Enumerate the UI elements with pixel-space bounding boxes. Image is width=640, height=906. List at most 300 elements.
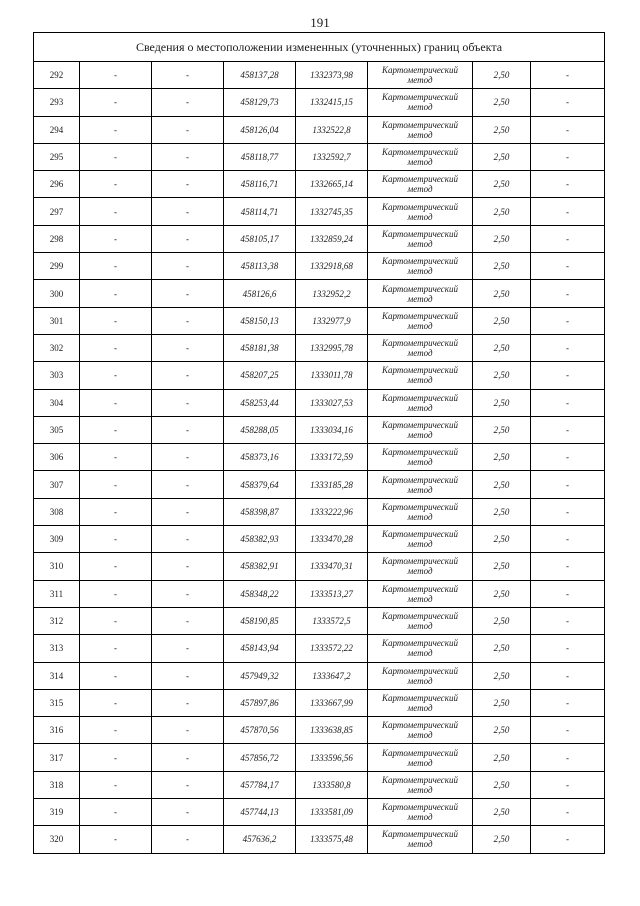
table-row: [34, 607, 605, 634]
method-cell: [368, 717, 473, 744]
table-row: [34, 717, 605, 744]
x-coordinate-cell: 458379,64: [224, 471, 296, 498]
table-row: [34, 553, 605, 580]
column-9-cell: -: [531, 580, 605, 607]
y-coordinate-cell: 1332918,68: [296, 253, 368, 280]
column-3-cell: -: [152, 553, 224, 580]
point-number-cell: 297: [34, 198, 80, 225]
point-number-cell: 306: [34, 444, 80, 471]
accuracy-cell: 2,50: [473, 498, 531, 525]
method-line-2: метод: [407, 293, 433, 304]
column-3-cell: -: [152, 580, 224, 607]
method-cell: [368, 689, 473, 716]
x-coordinate-cell: 458253,44: [224, 389, 296, 416]
column-9-cell: -: [531, 362, 605, 389]
accuracy-cell: 2,50: [473, 89, 531, 116]
column-2-cell: -: [80, 389, 152, 416]
x-coordinate-cell: 458113,38: [224, 253, 296, 280]
boundary-coordinates-table: [33, 32, 605, 854]
y-coordinate-cell: 1333667,99: [296, 689, 368, 716]
x-coordinate-cell: 457949,32: [224, 662, 296, 689]
accuracy-cell: 2,50: [473, 280, 531, 307]
method-line-2: метод: [407, 757, 433, 768]
x-coordinate-cell: 458116,71: [224, 171, 296, 198]
method-line-2: метод: [407, 238, 433, 249]
method-cell: [368, 280, 473, 307]
method-line-1: Картометрический: [381, 747, 458, 758]
method-cell: [368, 362, 473, 389]
column-2-cell: -: [80, 280, 152, 307]
column-9-cell: -: [531, 526, 605, 553]
column-2-cell: -: [80, 471, 152, 498]
method-line-1: Картометрический: [381, 256, 458, 267]
method-cell: [368, 744, 473, 771]
point-number-cell: 303: [34, 362, 80, 389]
method-line-2: метод: [407, 184, 433, 195]
y-coordinate-cell: 1333596,56: [296, 744, 368, 771]
method-line-2: метод: [407, 484, 433, 495]
x-coordinate-cell: 458129,73: [224, 89, 296, 116]
y-coordinate-cell: 1333185,28: [296, 471, 368, 498]
method-line-2: метод: [407, 648, 433, 659]
x-coordinate-cell: 458105,17: [224, 225, 296, 252]
accuracy-cell: 2,50: [473, 198, 531, 225]
point-number-cell: 300: [34, 280, 80, 307]
y-coordinate-cell: 1332522,8: [296, 116, 368, 143]
table-row: [34, 362, 605, 389]
method-cell: [368, 198, 473, 225]
method-line-1: Картометрический: [381, 802, 458, 813]
column-9-cell: -: [531, 198, 605, 225]
y-coordinate-cell: 1333011,78: [296, 362, 368, 389]
table-row: [34, 280, 605, 307]
column-3-cell: -: [152, 62, 224, 89]
method-line-1: Картометрический: [381, 174, 458, 185]
method-line-1: Картометрический: [381, 638, 458, 649]
method-line-2: метод: [407, 266, 433, 277]
x-coordinate-cell: 458207,25: [224, 362, 296, 389]
y-coordinate-cell: 1332859,24: [296, 225, 368, 252]
column-3-cell: -: [152, 253, 224, 280]
method-cell: [368, 307, 473, 334]
x-coordinate-cell: 457784,17: [224, 771, 296, 798]
table-row: [34, 744, 605, 771]
column-2-cell: -: [80, 225, 152, 252]
column-3-cell: -: [152, 143, 224, 170]
table-row: [34, 799, 605, 826]
column-2-cell: -: [80, 198, 152, 225]
point-number-cell: 302: [34, 334, 80, 361]
table-row: [34, 471, 605, 498]
method-cell: [368, 607, 473, 634]
accuracy-cell: 2,50: [473, 307, 531, 334]
y-coordinate-cell: 1332665,14: [296, 171, 368, 198]
accuracy-cell: 2,50: [473, 826, 531, 853]
method-line-2: метод: [407, 812, 433, 823]
table-row: [34, 307, 605, 334]
table-row: [34, 416, 605, 443]
accuracy-cell: 2,50: [473, 635, 531, 662]
column-3-cell: -: [152, 171, 224, 198]
method-line-1: Картометрический: [381, 310, 458, 321]
y-coordinate-cell: 1333572,5: [296, 607, 368, 634]
x-coordinate-cell: 458126,6: [224, 280, 296, 307]
column-3-cell: -: [152, 607, 224, 634]
table-row: [34, 580, 605, 607]
column-2-cell: -: [80, 607, 152, 634]
method-cell: [368, 225, 473, 252]
x-coordinate-cell: 458118,77: [224, 143, 296, 170]
accuracy-cell: 2,50: [473, 225, 531, 252]
y-coordinate-cell: 1333172,59: [296, 444, 368, 471]
method-line-2: метод: [407, 375, 433, 386]
point-number-cell: 293: [34, 89, 80, 116]
column-2-cell: -: [80, 526, 152, 553]
y-coordinate-cell: 1332415,15: [296, 89, 368, 116]
column-9-cell: -: [531, 717, 605, 744]
column-3-cell: -: [152, 116, 224, 143]
method-cell: [368, 471, 473, 498]
column-3-cell: -: [152, 799, 224, 826]
method-line-2: метод: [407, 157, 433, 168]
method-line-2: метод: [407, 730, 433, 741]
method-line-1: Картометрический: [381, 692, 458, 703]
accuracy-cell: 2,50: [473, 580, 531, 607]
accuracy-cell: 2,50: [473, 471, 531, 498]
accuracy-cell: 2,50: [473, 253, 531, 280]
method-line-1: Картометрический: [381, 665, 458, 676]
accuracy-cell: 2,50: [473, 62, 531, 89]
method-line-1: Картометрический: [381, 201, 458, 212]
accuracy-cell: 2,50: [473, 362, 531, 389]
method-line-2: метод: [407, 784, 433, 795]
table-row: [34, 389, 605, 416]
column-9-cell: -: [531, 307, 605, 334]
column-9-cell: -: [531, 253, 605, 280]
x-coordinate-cell: 458190,85: [224, 607, 296, 634]
column-9-cell: -: [531, 416, 605, 443]
method-line-2: метод: [407, 75, 433, 86]
method-line-1: Картометрический: [381, 829, 458, 840]
y-coordinate-cell: 1333222,96: [296, 498, 368, 525]
method-line-1: Картометрический: [381, 228, 458, 239]
column-2-cell: -: [80, 253, 152, 280]
method-cell: [368, 635, 473, 662]
x-coordinate-cell: 457870,56: [224, 717, 296, 744]
table-row: [34, 526, 605, 553]
column-9-cell: -: [531, 171, 605, 198]
point-number-cell: 312: [34, 607, 80, 634]
accuracy-cell: 2,50: [473, 444, 531, 471]
column-3-cell: -: [152, 198, 224, 225]
accuracy-cell: 2,50: [473, 416, 531, 443]
method-line-1: Картометрический: [381, 119, 458, 130]
method-cell: [368, 89, 473, 116]
accuracy-cell: 2,50: [473, 171, 531, 198]
point-number-cell: 310: [34, 553, 80, 580]
method-cell: [368, 143, 473, 170]
y-coordinate-cell: 1333647,2: [296, 662, 368, 689]
column-2-cell: -: [80, 307, 152, 334]
method-line-2: метод: [407, 457, 433, 468]
column-3-cell: -: [152, 89, 224, 116]
column-9-cell: -: [531, 498, 605, 525]
table-row: [34, 635, 605, 662]
column-2-cell: -: [80, 416, 152, 443]
column-2-cell: -: [80, 689, 152, 716]
table-row: [34, 689, 605, 716]
method-line-1: Картометрический: [381, 447, 458, 458]
column-2-cell: -: [80, 444, 152, 471]
y-coordinate-cell: 1332373,98: [296, 62, 368, 89]
method-line-2: метод: [407, 675, 433, 686]
accuracy-cell: 2,50: [473, 799, 531, 826]
table-row: [34, 143, 605, 170]
table-row: [34, 171, 605, 198]
method-line-1: Картометрический: [381, 474, 458, 485]
column-3-cell: -: [152, 225, 224, 252]
x-coordinate-cell: 458398,87: [224, 498, 296, 525]
column-9-cell: -: [531, 799, 605, 826]
column-3-cell: -: [152, 307, 224, 334]
column-9-cell: -: [531, 662, 605, 689]
column-3-cell: -: [152, 689, 224, 716]
point-number-cell: 317: [34, 744, 80, 771]
x-coordinate-cell: 458126,04: [224, 116, 296, 143]
column-9-cell: -: [531, 553, 605, 580]
point-number-cell: 311: [34, 580, 80, 607]
column-9-cell: -: [531, 334, 605, 361]
column-3-cell: -: [152, 526, 224, 553]
method-line-2: метод: [407, 702, 433, 713]
accuracy-cell: 2,50: [473, 526, 531, 553]
point-number-cell: 295: [34, 143, 80, 170]
column-2-cell: -: [80, 799, 152, 826]
y-coordinate-cell: 1333581,09: [296, 799, 368, 826]
point-number-cell: 307: [34, 471, 80, 498]
y-coordinate-cell: 1333513,27: [296, 580, 368, 607]
point-number-cell: 308: [34, 498, 80, 525]
table-title: Сведения о местоположении измененных (уточненных) границ объекта: [34, 33, 605, 62]
point-number-cell: 309: [34, 526, 80, 553]
page-number: 191: [310, 15, 330, 30]
column-3-cell: -: [152, 362, 224, 389]
method-line-1: Картометрический: [381, 338, 458, 349]
column-2-cell: -: [80, 580, 152, 607]
y-coordinate-cell: 1333575,48: [296, 826, 368, 853]
method-cell: [368, 662, 473, 689]
point-number-cell: 305: [34, 416, 80, 443]
y-coordinate-cell: 1333034,16: [296, 416, 368, 443]
accuracy-cell: 2,50: [473, 662, 531, 689]
table-row: [34, 116, 605, 143]
method-line-1: Картометрический: [381, 720, 458, 731]
column-9-cell: -: [531, 635, 605, 662]
column-3-cell: -: [152, 416, 224, 443]
column-3-cell: -: [152, 826, 224, 853]
accuracy-cell: 2,50: [473, 334, 531, 361]
method-cell: [368, 416, 473, 443]
column-9-cell: -: [531, 689, 605, 716]
method-cell: [368, 553, 473, 580]
column-9-cell: -: [531, 143, 605, 170]
column-3-cell: -: [152, 280, 224, 307]
column-2-cell: -: [80, 553, 152, 580]
table-row: [34, 498, 605, 525]
point-number-cell: 316: [34, 717, 80, 744]
table-row: [34, 662, 605, 689]
method-line-1: Картометрический: [381, 529, 458, 540]
column-3-cell: -: [152, 744, 224, 771]
method-line-1: Картометрический: [381, 583, 458, 594]
column-9-cell: -: [531, 444, 605, 471]
x-coordinate-cell: 458114,71: [224, 198, 296, 225]
point-number-cell: 298: [34, 225, 80, 252]
column-3-cell: -: [152, 662, 224, 689]
method-cell: [368, 771, 473, 798]
point-number-cell: 314: [34, 662, 80, 689]
table-row: [34, 62, 605, 89]
column-2-cell: -: [80, 662, 152, 689]
point-number-cell: 315: [34, 689, 80, 716]
table-row: [34, 225, 605, 252]
column-3-cell: -: [152, 389, 224, 416]
column-2-cell: -: [80, 143, 152, 170]
column-2-cell: -: [80, 334, 152, 361]
table-row: [34, 771, 605, 798]
accuracy-cell: 2,50: [473, 689, 531, 716]
y-coordinate-cell: 1332952,2: [296, 280, 368, 307]
method-line-1: Картометрический: [381, 147, 458, 158]
method-cell: [368, 253, 473, 280]
column-2-cell: -: [80, 635, 152, 662]
y-coordinate-cell: 1333638,85: [296, 717, 368, 744]
column-9-cell: -: [531, 280, 605, 307]
point-number-cell: 294: [34, 116, 80, 143]
y-coordinate-cell: 1333470,31: [296, 553, 368, 580]
table-row: [34, 198, 605, 225]
column-3-cell: -: [152, 717, 224, 744]
x-coordinate-cell: 458137,28: [224, 62, 296, 89]
method-cell: [368, 389, 473, 416]
method-line-1: Картометрический: [381, 774, 458, 785]
column-2-cell: -: [80, 744, 152, 771]
column-3-cell: -: [152, 771, 224, 798]
column-3-cell: -: [152, 471, 224, 498]
method-line-1: Картометрический: [381, 365, 458, 376]
method-cell: [368, 799, 473, 826]
x-coordinate-cell: 458348,22: [224, 580, 296, 607]
y-coordinate-cell: 1333470,28: [296, 526, 368, 553]
column-2-cell: -: [80, 89, 152, 116]
table-row: [34, 444, 605, 471]
accuracy-cell: 2,50: [473, 389, 531, 416]
method-line-1: Картометрический: [381, 501, 458, 512]
table-row: [34, 826, 605, 853]
x-coordinate-cell: 458143,94: [224, 635, 296, 662]
x-coordinate-cell: 457636,2: [224, 826, 296, 853]
method-line-2: метод: [407, 402, 433, 413]
point-number-cell: 319: [34, 799, 80, 826]
column-3-cell: -: [152, 498, 224, 525]
column-9-cell: -: [531, 744, 605, 771]
y-coordinate-cell: 1332977,9: [296, 307, 368, 334]
method-cell: [368, 526, 473, 553]
method-line-1: Картометрический: [381, 392, 458, 403]
method-line-1: Картометрический: [381, 611, 458, 622]
column-2-cell: -: [80, 116, 152, 143]
method-line-2: метод: [407, 539, 433, 550]
column-9-cell: -: [531, 471, 605, 498]
point-number-cell: 320: [34, 826, 80, 853]
method-line-2: метод: [407, 566, 433, 577]
method-cell: [368, 62, 473, 89]
method-cell: [368, 116, 473, 143]
column-3-cell: -: [152, 334, 224, 361]
method-line-1: Картометрический: [381, 556, 458, 567]
column-2-cell: -: [80, 498, 152, 525]
column-2-cell: -: [80, 171, 152, 198]
method-line-2: метод: [407, 102, 433, 113]
column-9-cell: -: [531, 826, 605, 853]
column-2-cell: -: [80, 771, 152, 798]
point-number-cell: 313: [34, 635, 80, 662]
x-coordinate-cell: 458382,91: [224, 553, 296, 580]
point-number-cell: 304: [34, 389, 80, 416]
column-2-cell: -: [80, 62, 152, 89]
method-cell: [368, 826, 473, 853]
y-coordinate-cell: 1333027,53: [296, 389, 368, 416]
method-cell: [368, 580, 473, 607]
method-line-1: Картометрический: [381, 65, 458, 76]
method-line-2: метод: [407, 211, 433, 222]
column-9-cell: -: [531, 771, 605, 798]
table-body: [34, 62, 605, 854]
x-coordinate-cell: 458373,16: [224, 444, 296, 471]
accuracy-cell: 2,50: [473, 553, 531, 580]
accuracy-cell: 2,50: [473, 717, 531, 744]
x-coordinate-cell: 457744,13: [224, 799, 296, 826]
method-cell: [368, 498, 473, 525]
point-number-cell: 318: [34, 771, 80, 798]
accuracy-cell: 2,50: [473, 771, 531, 798]
point-number-cell: 299: [34, 253, 80, 280]
method-line-1: Картометрический: [381, 92, 458, 103]
column-3-cell: -: [152, 444, 224, 471]
y-coordinate-cell: 1333580,8: [296, 771, 368, 798]
method-cell: [368, 444, 473, 471]
column-3-cell: -: [152, 635, 224, 662]
x-coordinate-cell: 457856,72: [224, 744, 296, 771]
y-coordinate-cell: 1332745,35: [296, 198, 368, 225]
method-line-2: метод: [407, 593, 433, 604]
table-row: [34, 253, 605, 280]
column-9-cell: -: [531, 62, 605, 89]
accuracy-cell: 2,50: [473, 744, 531, 771]
x-coordinate-cell: 458382,93: [224, 526, 296, 553]
x-coordinate-cell: 458288,05: [224, 416, 296, 443]
y-coordinate-cell: 1332592,7: [296, 143, 368, 170]
method-line-2: метод: [407, 320, 433, 331]
accuracy-cell: 2,50: [473, 143, 531, 170]
method-cell: [368, 334, 473, 361]
method-line-2: метод: [407, 430, 433, 440]
method-line-1: Картометрический: [381, 283, 458, 294]
y-coordinate-cell: 1332995,78: [296, 334, 368, 361]
method-line-2: метод: [407, 348, 433, 359]
x-coordinate-cell: 457897,86: [224, 689, 296, 716]
method-line-2: метод: [407, 511, 433, 522]
